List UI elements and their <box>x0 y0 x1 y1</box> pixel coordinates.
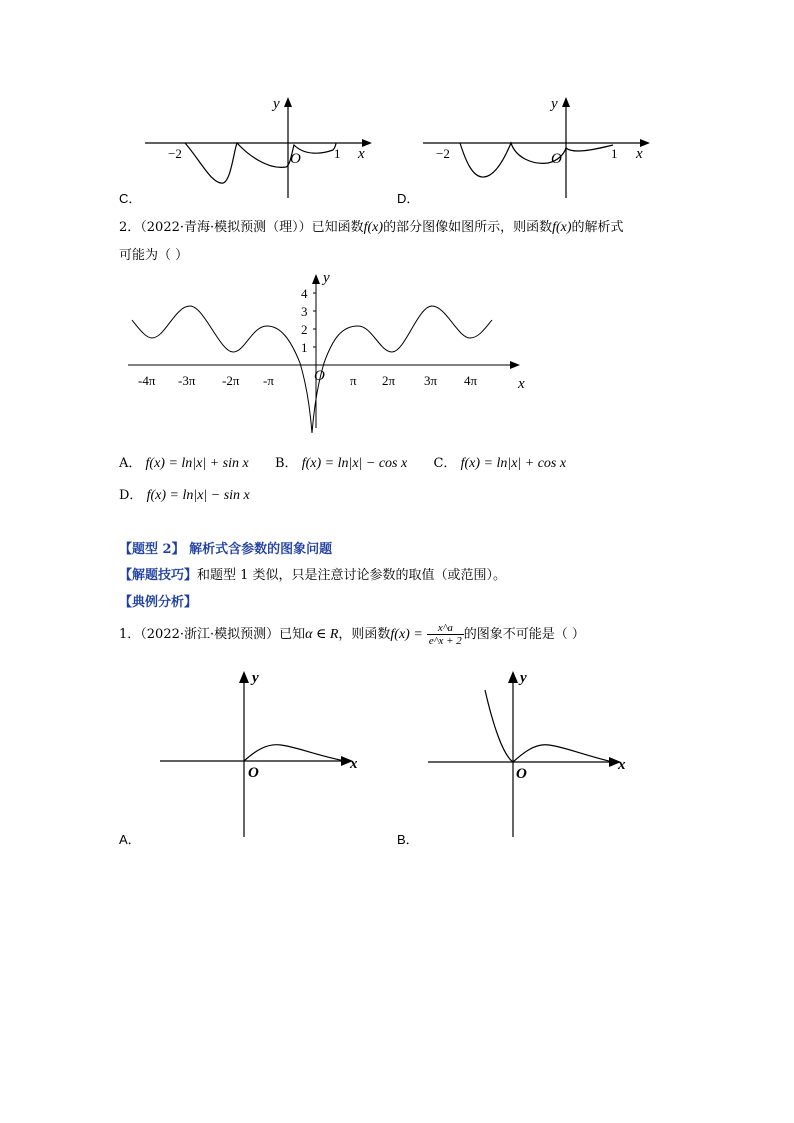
y-axis-label: y <box>273 96 280 112</box>
option-b-label: B． <box>397 832 419 847</box>
q2-option-b-formula: f(x) = ln|x| − cos x <box>301 456 408 471</box>
y-tick-label-1: 1 <box>301 340 308 355</box>
y-axis-label: y <box>323 270 330 286</box>
q2-option-c-formula: f(x) = ln|x| + cos x <box>460 456 567 471</box>
curve <box>244 745 345 761</box>
q1-line <box>119 622 585 647</box>
y-axis-arrow <box>239 671 249 683</box>
y-tick-label-2: 2 <box>301 322 308 337</box>
y-axis-arrow <box>562 97 570 107</box>
graph-option-a <box>155 665 375 840</box>
origin-label: O <box>248 765 259 781</box>
example-label: 【典例分析】 <box>119 595 198 610</box>
q1-cond: α ∈ R <box>305 627 339 642</box>
x-axis-label: x <box>518 376 525 392</box>
section-title: 【题型 2】 解析式含参数的图象问题 <box>119 542 333 557</box>
x-tick-label-4pi: 4π <box>464 373 478 388</box>
tick-label-1: 1 <box>611 146 618 161</box>
y-axis-label: y <box>520 670 527 686</box>
q2-option-b-label: B． <box>275 456 298 471</box>
curve <box>485 690 613 762</box>
curve <box>132 306 492 433</box>
x-tick-label-neg2pi: -2π <box>222 373 240 388</box>
origin-label: O <box>551 151 562 167</box>
x-tick-label-2pi: 2π <box>382 373 396 388</box>
q2-option-c-label: C． <box>433 456 457 471</box>
option-d-label: D． <box>397 191 420 206</box>
x-tick-label-3pi: 3π <box>424 373 438 388</box>
q2-options-row2 <box>119 484 250 504</box>
tip-text: 和题型 1 类似，只是注意讨论参数的取值（或范围）。 <box>197 568 507 583</box>
q2-graph <box>120 268 540 443</box>
y-axis-label: y <box>252 670 259 686</box>
curve <box>185 143 336 183</box>
x-tick-label-neg3pi: -3π <box>178 373 196 388</box>
q1-denominator: e^x + 2 <box>428 635 462 647</box>
q2-options-row1 <box>119 452 566 472</box>
q2-option-d-formula: f(x) = ln|x| − sin x <box>146 488 250 503</box>
q2-line1 <box>119 216 624 236</box>
q1-mid: ，则函数 <box>338 627 391 642</box>
q2-fx-2: f(x) <box>552 220 572 235</box>
q2-option-a-label: A． <box>119 456 142 471</box>
graph-option-c <box>140 90 380 200</box>
x-tick-label-negpi: -π <box>263 373 274 388</box>
tick-label-neg2: −2 <box>168 146 182 161</box>
q2-middle: 的部分图像如图所示，则函数 <box>383 220 553 235</box>
curve <box>460 143 613 177</box>
x-axis-label: x <box>618 757 626 773</box>
origin-label: O <box>290 151 301 167</box>
option-a-label: A． <box>119 832 141 847</box>
q1-prefix: 1．（2022·浙江·模拟预测）已知 <box>119 627 306 642</box>
q2-suffix: 的解析式 <box>571 220 624 235</box>
y-tick-label-4: 4 <box>301 286 308 301</box>
q2-option-d-label: D． <box>119 488 143 503</box>
origin-label: O <box>314 368 325 384</box>
y-axis-arrow <box>508 671 518 683</box>
x-axis-label: x <box>358 146 365 162</box>
q1-fraction <box>427 622 464 647</box>
y-tick-label-3: 3 <box>301 304 308 319</box>
x-tick-label-pi: π <box>350 373 357 388</box>
x-axis-arrow <box>510 361 520 369</box>
x-tick-label-neg4pi: -4π <box>138 373 156 388</box>
q1-numerator: x^a <box>427 622 464 635</box>
y-axis-arrow <box>284 97 292 107</box>
tick-label-1: 1 <box>334 146 341 161</box>
q2-fx: f(x) <box>363 220 384 235</box>
graph-option-d <box>418 90 658 200</box>
q2-line2: 可能为（ ） <box>119 248 189 263</box>
q1-suffix: 的图象不可能是（ ） <box>463 627 585 642</box>
q1-fx: f(x) = <box>390 627 423 642</box>
tip-label: 【解题技巧】 <box>119 568 198 583</box>
q2-option-a-formula: f(x) = ln|x| + sin x <box>145 456 249 471</box>
option-c-label: C． <box>119 191 142 206</box>
origin-label: O <box>516 766 527 782</box>
q2-prefix: 2．（2022·青海·模拟预测（理））已知函数 <box>119 220 364 235</box>
tick-label-neg2: −2 <box>436 146 450 161</box>
y-axis-arrow <box>312 274 320 284</box>
graph-option-b <box>423 665 643 840</box>
y-axis-label: y <box>551 96 558 112</box>
section-tip <box>119 564 506 583</box>
x-axis-label: x <box>636 146 643 162</box>
x-axis-label: x <box>350 756 358 772</box>
